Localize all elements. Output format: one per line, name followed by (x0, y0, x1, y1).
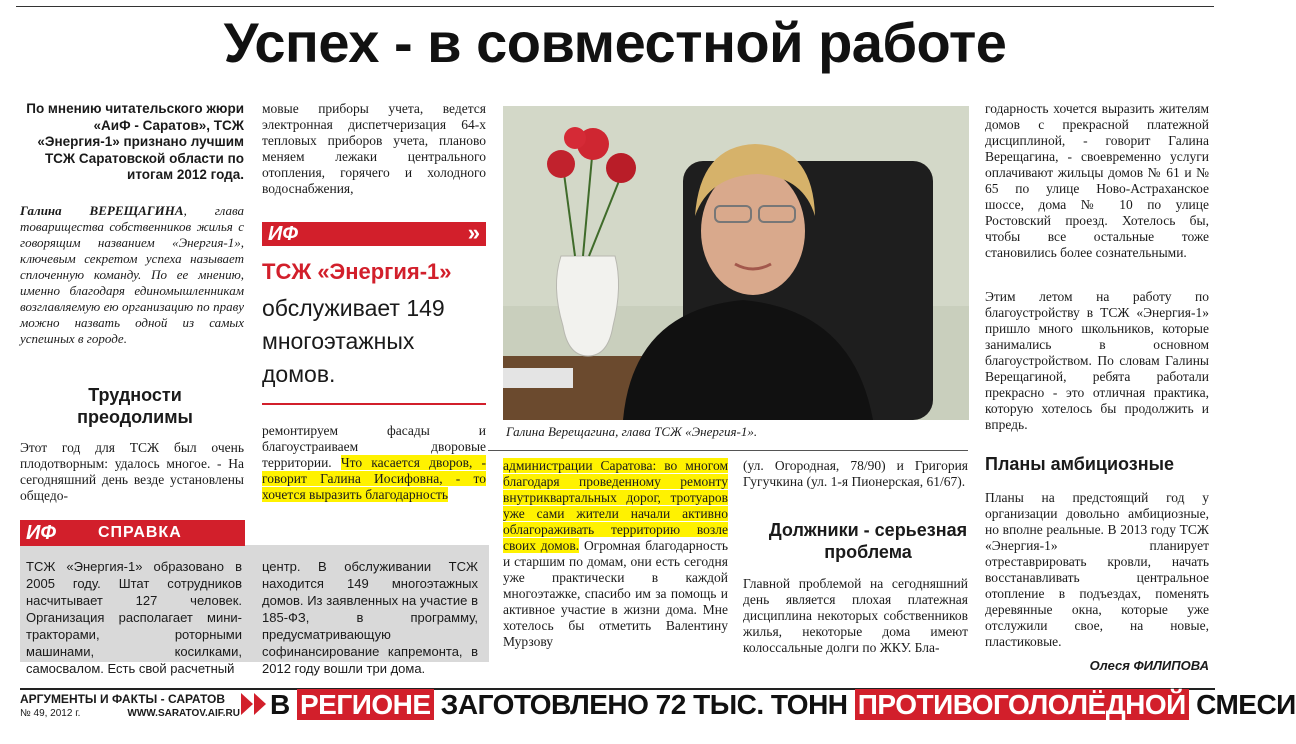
aif-logo-icon: ИФ (26, 522, 56, 544)
author-byline: Олеся ФИЛИПОВА (1089, 658, 1209, 673)
banner-part: В (270, 689, 297, 720)
portrait-photo (503, 106, 969, 420)
subhead-plans: Планы амбициозные (985, 454, 1174, 474)
footer-issue: № 49, 2012 г. (20, 708, 81, 719)
info-text-right: центр. В обслуживании ТСЖ находится 149 многоэтажных домов. Из заявленных на участие в 185-ФЗ, в программу, предусматривающую софинансирование капремонта, в 2012 году вошли три дома. (262, 559, 478, 676)
article-headline: Успех - в совместной работе (223, 11, 1007, 74)
promo-subtitle: обслуживает 149 многоэтажных домов. (262, 295, 445, 387)
col2-mid-plain: ремонтируем фасады и благоустраиваем дворовые территории. (262, 423, 486, 470)
intro-text: , глава товарищества собственников жилья с говорящим названием «Энергия-1», ключевым секретом успеха называет сплоченную команду. По ее мнению, именно благодаря единомышленникам возглавляемую ею организацию по праву можно назвать одной из самых успешных в городе. (20, 203, 244, 346)
col2-mid-text (262, 423, 486, 503)
portrait-illustration (503, 106, 969, 420)
info-text-left: ТСЖ «Энергия-1» образовано в 2005 году. Штат сотрудников насчитывает 127 человек. Организация располагает мини-тракторами, роторными машинами, косилками, самосвалом. Есть свой расчетный (26, 559, 242, 676)
banner-highlight: РЕГИОНЕ (297, 689, 434, 720)
footer-banner (270, 688, 1296, 722)
footer-site-link[interactable]: WWW.SARATOV.AIF.RU (127, 708, 240, 719)
intro-name: Галина ВЕРЕЩАГИНА (20, 203, 184, 218)
section1-text: Этот год для ТСЖ был очень плодотворным: удалось многое. - На сегодняшний день везде установлены общедо- (20, 440, 244, 503)
info-label: СПРАВКА (98, 524, 182, 541)
section2-text: Главной проблемой на сегодняшний день является плохая платежная дисциплина некоторых собственников жилья, некоторые дома имеют колоссальные долги по ЖКУ. Бла- (743, 576, 968, 655)
col3-highlight: администрации Саратова: во многом благодаря проведенному ремонту внутриквартальных дорог, тротуаров уже сами жители начали активно облагораживать территорию возле своих домов. (503, 458, 728, 553)
top-rule (16, 6, 1214, 7)
chevron-right-icon: » (467, 220, 480, 245)
col2-top-text: мовые приборы учета, ведется электронная диспетчеризация 64-х тепловых приборов учета, планово меняем лежаки центрального отопления, горячего и холодного водоснабжения, (262, 101, 486, 196)
col3-text (503, 458, 728, 650)
intro-paragraph (20, 203, 244, 347)
col3-plain: Огромная благодарность и старшим по домам, они есть сегодня уже практически в каждой многоэтажке, спасибо им за помощь и активное участие в жизни дома. Мне хотелось бы отметить Валентину Мурзову (503, 538, 728, 649)
caption-rule (488, 450, 968, 451)
photo-caption: Галина Верещагина, глава ТСЖ «Энергия-1». (506, 424, 758, 439)
lead-paragraph: По мнению читательского жюри «АиФ - Саратов», ТСЖ «Энергия-1» признано лучшим ТСЖ Саратовской области по итогам 2012 года. (26, 101, 244, 182)
promo-bar (262, 222, 486, 246)
aif-logo-icon: ИФ (268, 223, 298, 245)
promo-underline (262, 403, 486, 405)
col4-top-text: (ул. Огородная, 78/90) и Григория Гугучкина (ул. 1-я Пионерская, 61/67). (743, 458, 968, 489)
banner-highlight: ПРОТИВОГОЛОЛЁДНОЙ (855, 689, 1189, 720)
footer-paper-name: АРГУМЕНТЫ И ФАКТЫ - САРАТОВ (20, 692, 226, 706)
col2-mid-highlight: Что касается дворов, - говорит Галина Иосифовна, - то хочется выразить благодарность (262, 455, 486, 502)
info-header-bar (20, 520, 245, 546)
subhead-difficulties: Трудности преодолимы (77, 385, 193, 427)
subhead-debtors: Должники - серьезная проблема (768, 520, 968, 562)
triangle-icon (241, 693, 253, 715)
banner-part: СМЕСИ (1188, 689, 1296, 720)
section3-text: Планы на предстоящий год у организации довольно амбициозные, но вполне реальные. В 2013 году ТСЖ «Энергия-1» планирует отреставрировать кровли, начать восстанавливать центральное отопление в подъездах, поменять деревянные окна, которые уже отслужили свое, на новые, пластиковые. (985, 490, 1209, 649)
col5-paragraph1: годарность хочется выразить жителям домов с прекрасной платежной дисциплиной, - говорит Галина Верещагина, - своевременно услуги оплачивают жильцы домов № 61 и № 65 по улице Ново-Астраханское шоссе, дома № 10 по улице Ростовский проезд. Хотелось бы, чтобы все остальные тоже становились более сознательными. (985, 101, 1209, 260)
promo-title: ТСЖ «Энергия-1» (262, 259, 452, 284)
banner-part: ЗАГОТОВЛЕНО 72 ТЫС. ТОНН (433, 689, 855, 720)
triangle-icon (254, 693, 266, 715)
col5-paragraph2: Этим летом на работу по благоустройству в ТСЖ «Энергия-1» пришло много школьников, которые занимались в основном благоустройством. По словам Галины Верещагиной, ребята работали прекрасно - это отличная практика, которую хотелось бы продолжить и впредь. (985, 289, 1209, 432)
